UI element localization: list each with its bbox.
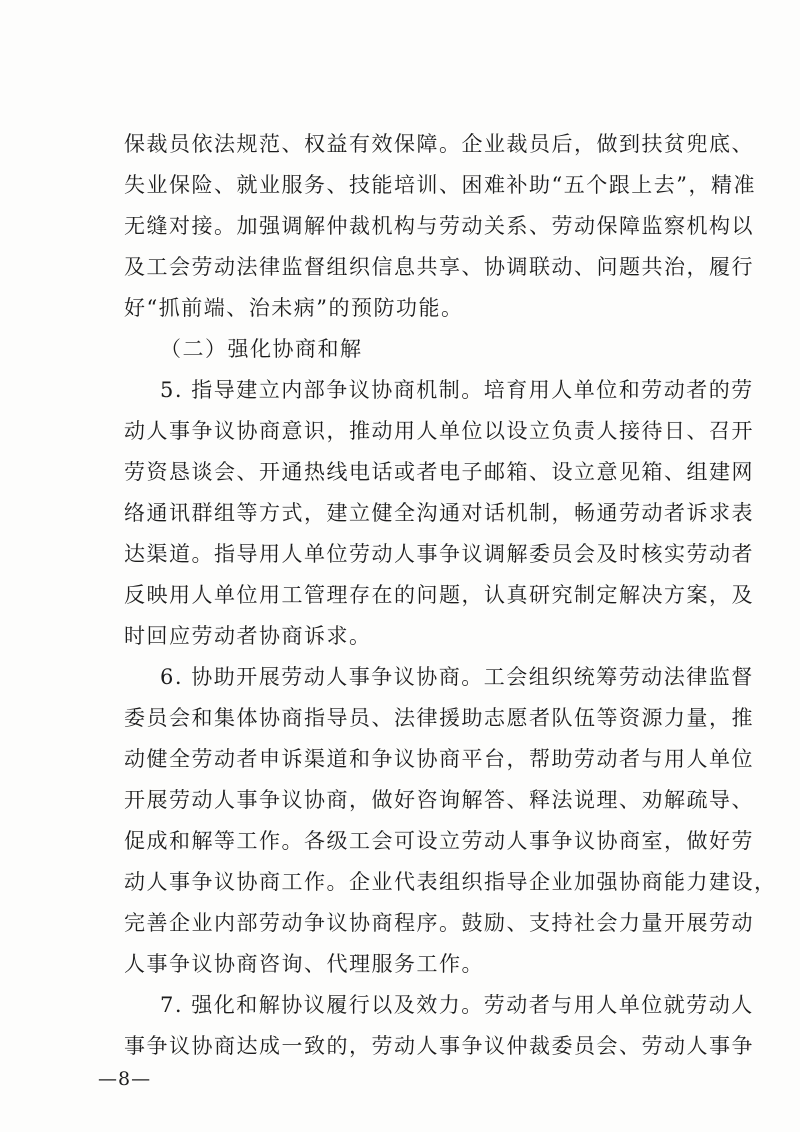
- body-line: 失业保险、就业服务、技能培训、困难补助“五个跟上去”，精准: [124, 173, 756, 197]
- body-line: 开展劳动人事争议协商，做好咨询解答、释法说理、劝解疏导、: [124, 788, 754, 812]
- body-line: 反映用人单位用工管理存在的问题，认真研究制定解决方案，及: [124, 583, 754, 607]
- body-line: 5. 指导建立内部争议协商机制。培育用人单位和劳动者的劳: [160, 378, 754, 402]
- body-line: 6. 协助开展劳动人事争议协商。工会组织统筹劳动法律监督: [160, 665, 754, 689]
- body-line: 促成和解等工作。各级工会可设立劳动人事争议协商室，做好劳: [124, 829, 754, 853]
- page-number: —8—: [98, 1068, 152, 1090]
- body-line: 动人事争议协商工作。企业代表组织指导企业加强协商能力建设，: [124, 870, 777, 894]
- body-line: 动健全劳动者申诉渠道和争议协商平台，帮助劳动者与用人单位: [124, 747, 754, 771]
- body-line: 无缝对接。加强调解仲裁机构与劳动关系、劳动保障监察机构以: [124, 214, 754, 238]
- body-line: 络通讯群组等方式，建立健全沟通对话机制，畅通劳动者诉求表: [124, 501, 754, 525]
- body-line: 事争议协商达成一致的，劳动人事争议仲裁委员会、劳动人事争: [124, 1034, 754, 1058]
- body-line: 7. 强化和解协议履行以及效力。劳动者与用人单位就劳动人: [160, 993, 754, 1017]
- section-heading: （二）强化协商和解: [160, 337, 363, 361]
- body-line: 完善企业内部劳动争议协商程序。鼓励、支持社会力量开展劳动: [124, 911, 754, 935]
- body-line: 好“抓前端、治未病”的预防功能。: [124, 296, 464, 320]
- body-line: 达渠道。指导用人单位劳动人事争议调解委员会及时核实劳动者: [124, 542, 754, 566]
- body-line: 劳资恳谈会、开通热线电话或者电子邮箱、设立意见箱、组建网: [124, 460, 754, 484]
- body-line: 保裁员依法规范、权益有效保障。企业裁员后，做到扶贫兜底、: [124, 132, 754, 156]
- body-line: 动人事争议协商意识，推动用人单位以设立负责人接待日、召开: [124, 419, 754, 443]
- body-line: 委员会和集体协商指导员、法律援助志愿者队伍等资源力量，推: [124, 706, 754, 730]
- body-line: 及工会劳动法律监督组织信息共享、协调联动、问题共治，履行: [124, 255, 754, 279]
- body-line: 时回应劳动者协商诉求。: [124, 624, 372, 648]
- body-line: 人事争议协商咨询、代理服务工作。: [124, 952, 484, 976]
